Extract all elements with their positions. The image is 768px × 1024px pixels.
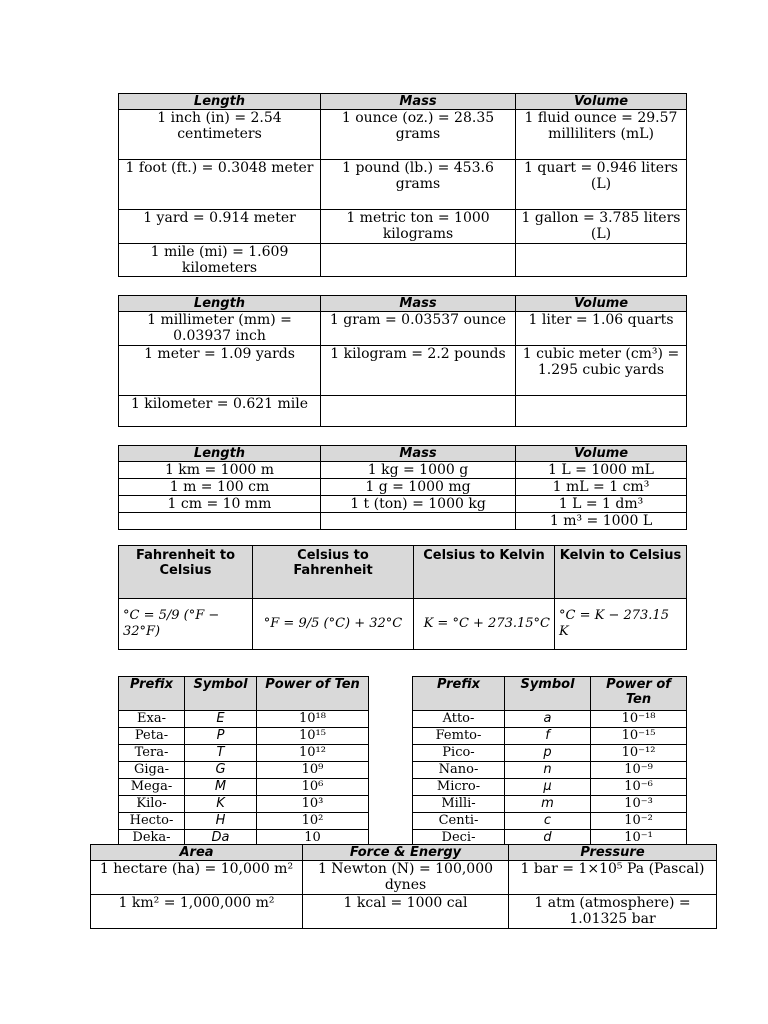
table-cell: 1 hectare (ha) = 10,000 m²	[91, 861, 303, 895]
table-cell: 1 cm = 10 mm	[119, 496, 321, 513]
prefix-symbol: E	[185, 711, 257, 728]
table-cell: 1 mL = 1 cm³	[516, 479, 687, 496]
us-to-metric-table	[118, 93, 687, 277]
table-cell: 1 kilogram = 2.2 pounds	[321, 346, 516, 396]
prefix-power: 10⁻¹²	[591, 745, 687, 762]
prefix-power: 10⁻¹⁵	[591, 728, 687, 745]
prefix-table-small	[412, 676, 687, 847]
table-cell	[321, 244, 516, 277]
header-prefix: Prefix	[413, 677, 505, 711]
table-cell	[516, 244, 687, 277]
header-length: Length	[119, 446, 321, 462]
prefix-name: Kilo-	[119, 796, 185, 813]
prefix-symbol: a	[505, 711, 591, 728]
table-cell: 1 L = 1000 mL	[516, 462, 687, 479]
header-symbol: Symbol	[505, 677, 591, 711]
prefix-power: 10³	[257, 796, 369, 813]
prefix-name: Centi-	[413, 813, 505, 830]
header-f-to-c: Fahrenheit to Celsius	[119, 546, 253, 599]
prefix-power: 10⁶	[257, 779, 369, 796]
table-cell: 1 yard = 0.914 meter	[119, 210, 321, 244]
table-cell: 1 kg = 1000 g	[321, 462, 516, 479]
header-volume: Volume	[516, 94, 687, 110]
formula-c-to-f: °F = 9/5 (°C) + 32°C	[253, 599, 414, 650]
header-c-to-k: Celsius to Kelvin	[414, 546, 555, 599]
prefix-name: Nano-	[413, 762, 505, 779]
prefix-symbol: n	[505, 762, 591, 779]
table-cell: 1 m³ = 1000 L	[516, 513, 687, 530]
area-force-pressure-table	[90, 844, 717, 929]
header-power: Power of Ten	[257, 677, 369, 711]
table-cell: 1 cubic meter (cm³) = 1.295 cubic yards	[516, 346, 687, 396]
prefix-symbol: H	[185, 813, 257, 830]
table-cell: 1 km = 1000 m	[119, 462, 321, 479]
header-power: Power of Ten	[591, 677, 687, 711]
prefix-name: Peta-	[119, 728, 185, 745]
prefix-symbol: f	[505, 728, 591, 745]
formula-c-to-k: K = °C + 273.15°C	[414, 599, 555, 650]
header-mass: Mass	[321, 296, 516, 312]
prefix-power: 10⁻³	[591, 796, 687, 813]
header-mass: Mass	[321, 94, 516, 110]
header-c-to-f: Celsius to Fahrenheit	[253, 546, 414, 599]
formula-k-to-c: °C = K − 273.15 K	[555, 599, 687, 650]
table-cell: 1 bar = 1×10⁵ Pa (Pascal)	[509, 861, 717, 895]
table-cell: 1 g = 1000 mg	[321, 479, 516, 496]
prefix-power: 10¹⁵	[257, 728, 369, 745]
table-cell	[119, 513, 321, 530]
prefix-power: 10⁻²	[591, 813, 687, 830]
prefix-symbol: c	[505, 813, 591, 830]
table-cell	[321, 513, 516, 530]
prefix-power: 10⁻¹⁸	[591, 711, 687, 728]
table-cell: 1 mile (mi) = 1.609 kilometers	[119, 244, 321, 277]
prefix-symbol: Da	[185, 830, 257, 847]
prefix-name: Deci-	[413, 830, 505, 847]
table-cell: 1 meter = 1.09 yards	[119, 346, 321, 396]
table-cell: 1 kcal = 1000 cal	[303, 895, 509, 929]
prefix-power: 10⁹	[257, 762, 369, 779]
table-cell: 1 foot (ft.) = 0.3048 meter	[119, 160, 321, 210]
header-area: Area	[91, 845, 303, 861]
header-mass: Mass	[321, 446, 516, 462]
prefix-name: Deka-	[119, 830, 185, 847]
prefix-name: Exa-	[119, 711, 185, 728]
table-cell	[516, 396, 687, 427]
prefix-table-large	[118, 676, 369, 847]
table-cell: 1 metric ton = 1000 kilograms	[321, 210, 516, 244]
prefix-power: 10⁻⁹	[591, 762, 687, 779]
prefix-symbol: M	[185, 779, 257, 796]
prefix-power: 10²	[257, 813, 369, 830]
table-cell: 1 fluid ounce = 29.57 milliliters (mL)	[516, 110, 687, 160]
prefix-symbol: T	[185, 745, 257, 762]
prefix-symbol: d	[505, 830, 591, 847]
prefix-symbol: P	[185, 728, 257, 745]
prefix-symbol: μ	[505, 779, 591, 796]
table-cell: 1 quart = 0.946 liters (L)	[516, 160, 687, 210]
table-cell: 1 m = 100 cm	[119, 479, 321, 496]
prefix-name: Atto-	[413, 711, 505, 728]
prefix-name: Milli-	[413, 796, 505, 813]
table-cell: 1 L = 1 dm³	[516, 496, 687, 513]
header-symbol: Symbol	[185, 677, 257, 711]
table-cell: 1 Newton (N) = 100,000 dynes	[303, 861, 509, 895]
prefix-symbol: p	[505, 745, 591, 762]
header-volume: Volume	[516, 446, 687, 462]
table-cell: 1 kilometer = 0.621 mile	[119, 396, 321, 427]
prefix-symbol: K	[185, 796, 257, 813]
table-cell: 1 atm (atmosphere) = 1.01325 bar	[509, 895, 717, 929]
prefix-name: Giga-	[119, 762, 185, 779]
header-volume: Volume	[516, 296, 687, 312]
prefix-name: Femto-	[413, 728, 505, 745]
prefix-symbol: G	[185, 762, 257, 779]
prefix-name: Hecto-	[119, 813, 185, 830]
prefix-power: 10¹⁸	[257, 711, 369, 728]
prefix-power: 10¹²	[257, 745, 369, 762]
header-pressure: Pressure	[509, 845, 717, 861]
header-prefix: Prefix	[119, 677, 185, 711]
table-cell: 1 gallon = 3.785 liters (L)	[516, 210, 687, 244]
prefix-name: Mega-	[119, 779, 185, 796]
table-cell: 1 ounce (oz.) = 28.35 grams	[321, 110, 516, 160]
metric-to-us-table	[118, 295, 687, 427]
prefix-name: Tera-	[119, 745, 185, 762]
prefix-symbol: m	[505, 796, 591, 813]
header-length: Length	[119, 296, 321, 312]
header-length: Length	[119, 94, 321, 110]
table-cell: 1 pound (lb.) = 453.6 grams	[321, 160, 516, 210]
table-cell: 1 gram = 0.03537 ounce	[321, 312, 516, 346]
prefix-power: 10⁻⁶	[591, 779, 687, 796]
table-cell: 1 inch (in) = 2.54 centimeters	[119, 110, 321, 160]
table-cell: 1 t (ton) = 1000 kg	[321, 496, 516, 513]
formula-f-to-c: °C = 5/9 (°F − 32°F)	[119, 599, 253, 650]
table-cell: 1 millimeter (mm) = 0.03937 inch	[119, 312, 321, 346]
table-cell: 1 liter = 1.06 quarts	[516, 312, 687, 346]
prefix-power: 10⁻¹	[591, 830, 687, 847]
header-k-to-c: Kelvin to Celsius	[555, 546, 687, 599]
prefix-name: Pico-	[413, 745, 505, 762]
prefix-name: Micro-	[413, 779, 505, 796]
prefix-power: 10	[257, 830, 369, 847]
header-force-energy: Force & Energy	[303, 845, 509, 861]
table-cell: 1 km² = 1,000,000 m²	[91, 895, 303, 929]
table-cell	[321, 396, 516, 427]
metric-equivalents-table	[118, 445, 687, 530]
temperature-table	[118, 545, 687, 650]
